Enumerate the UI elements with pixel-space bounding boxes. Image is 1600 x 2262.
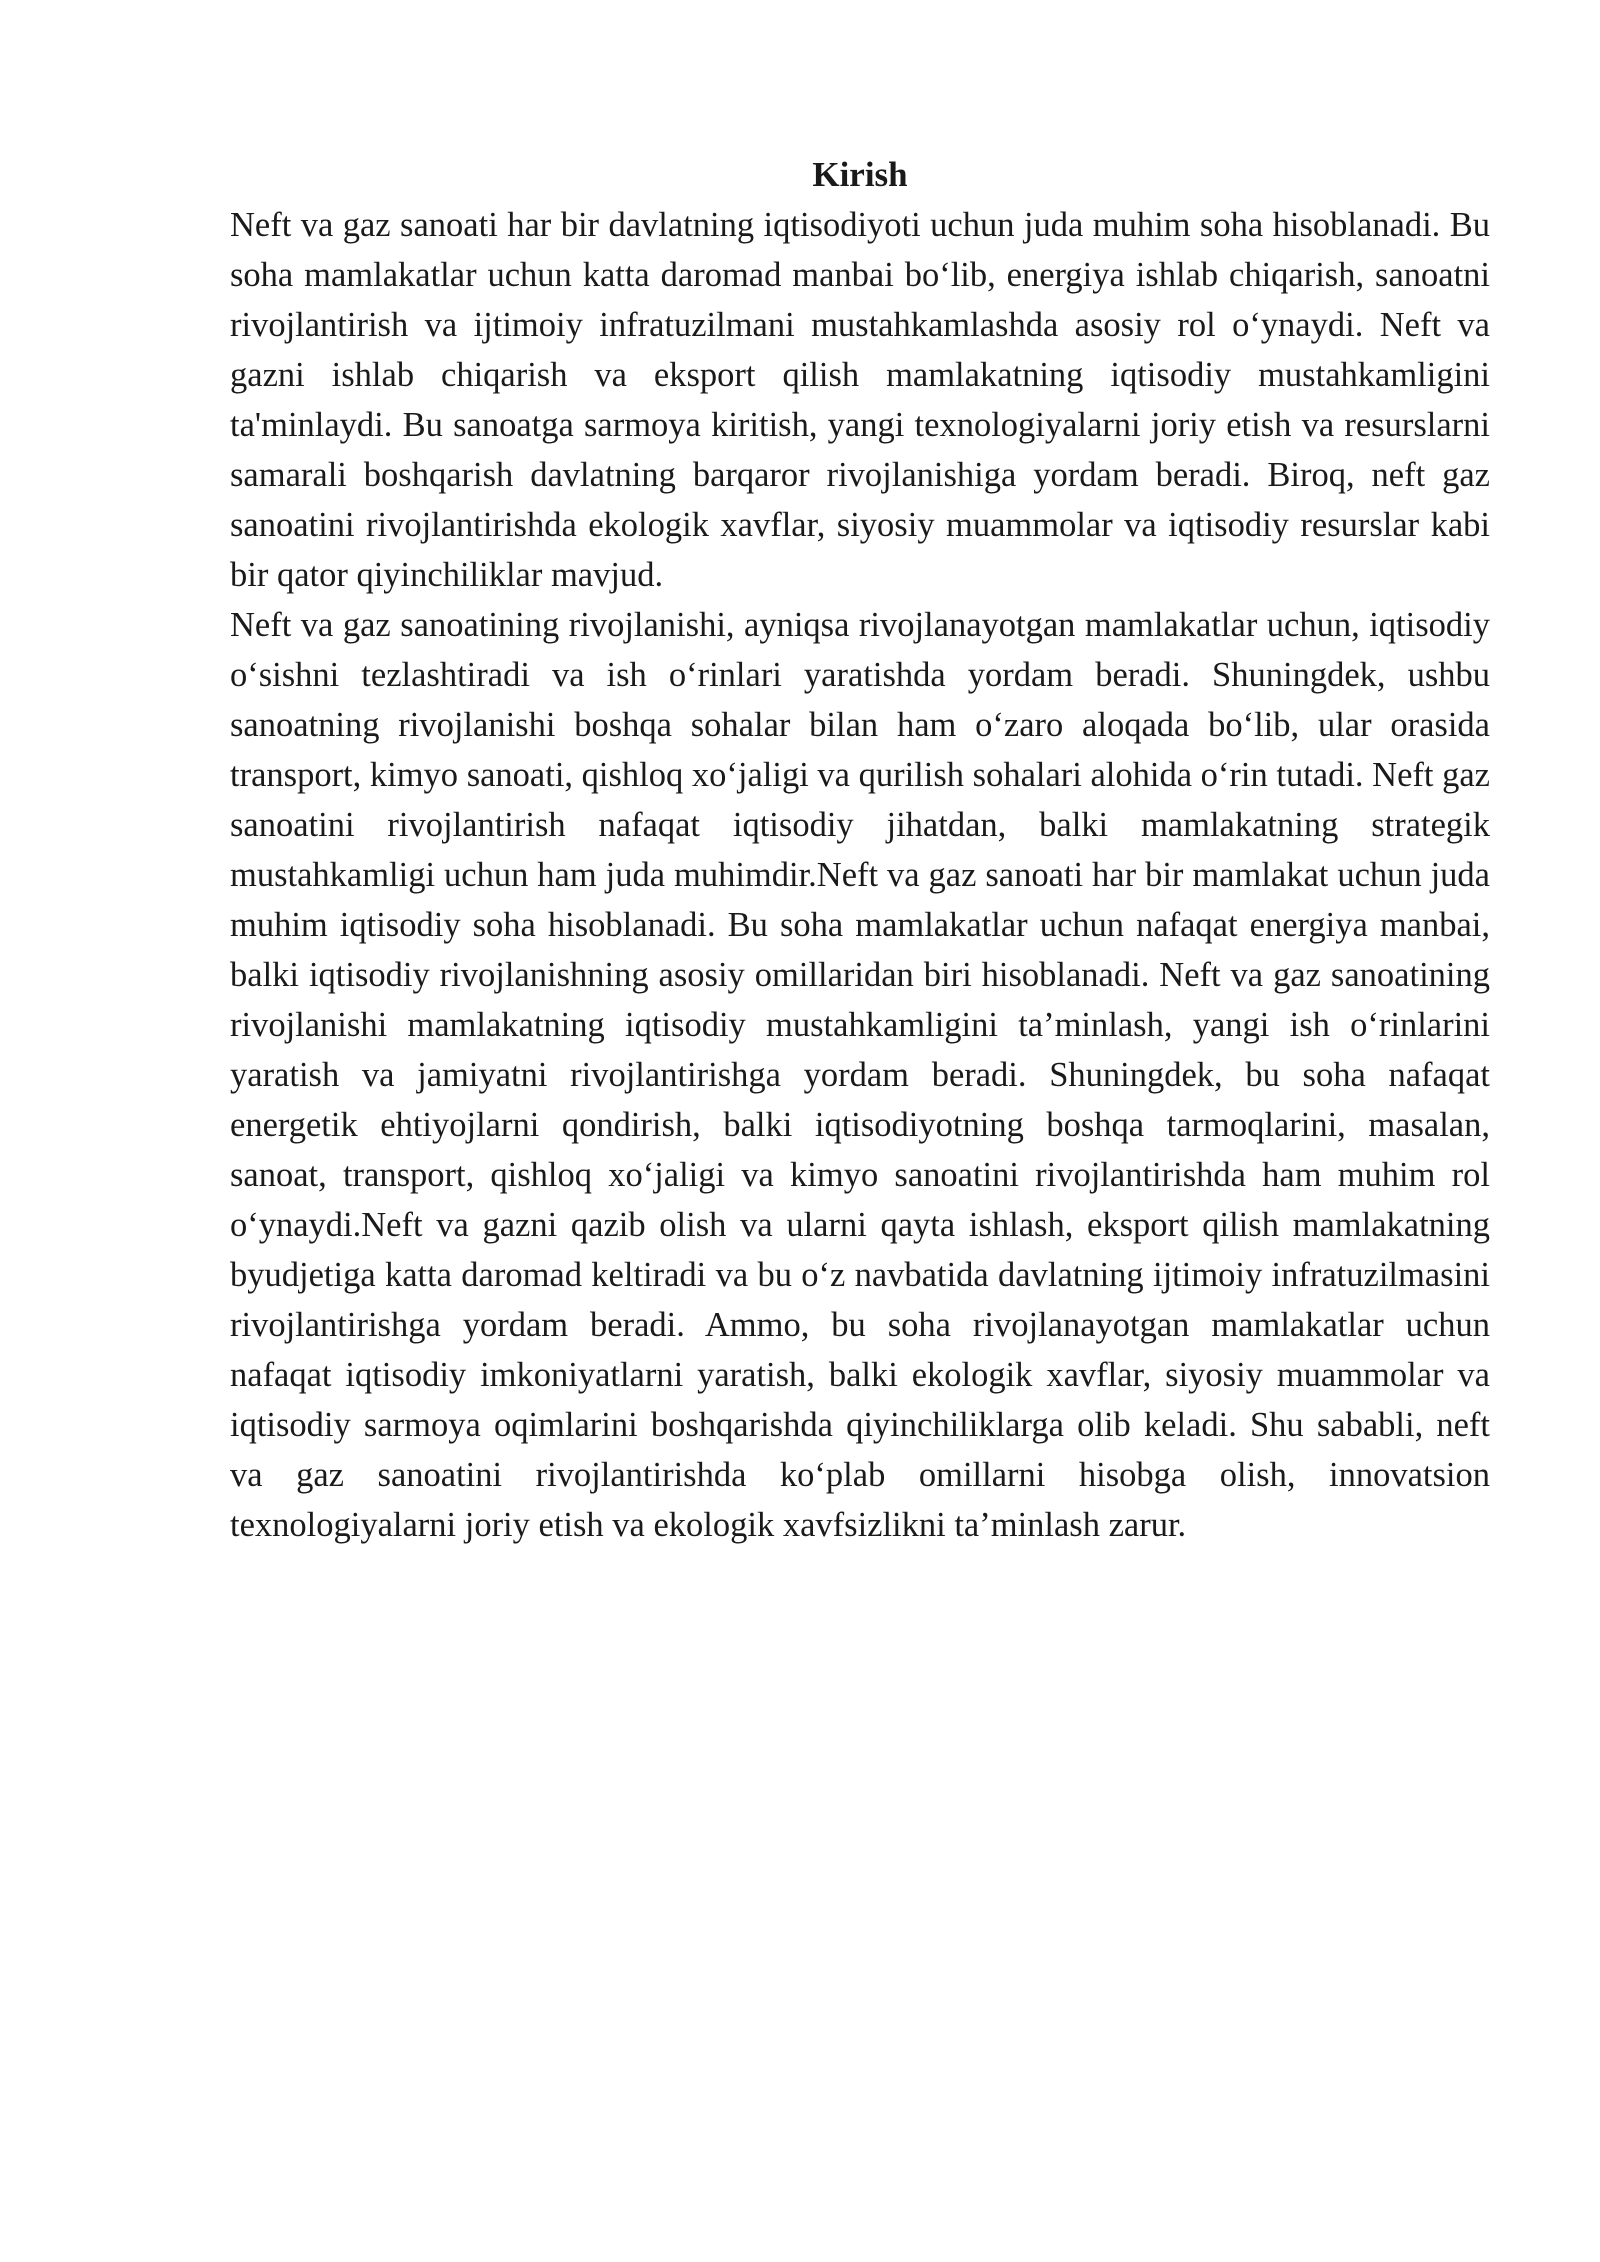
paragraph-development: Neft va gaz sanoatining rivojlanishi, ayniqsa rivojlanayotgan mamlakatlar uchun, iqtisodiy o‘sishni tezlashtiradi va ish o‘rinlari yaratishda yordam beradi. Shuningdek, ushbu sanoatning rivojlanishi boshqa sohalar bilan ham o‘zaro aloqada bo‘lib, ular orasida transport, kimyo sanoati, qishloq xo‘jaligi va qurilish sohalari alohida o‘rin tutadi. Neft gaz sanoatini rivojlantirish nafaqat iqtisodiy jihatdan, balki mamlakatning strategik mustahkamligi uchun ham juda muhimdir.Neft va gaz sanoati har bir mamlakat uchun juda muhim iqtisodiy soha hisoblanadi. Bu soha mamlakatlar uchun nafaqat energiya manbai, balki iqtisodiy rivojlanishning asosiy omillaridan biri hisoblanadi. Neft va gaz sanoatining rivojlanishi mamlakatning iqtisodiy mustahkamligini ta’minlash, yangi ish o‘rinlarini yaratish va jamiyatni rivojlantirishga yordam beradi. Shuningdek, bu soha nafaqat energetik ehtiyojlarni qondirish, balki iqtisodiyotning boshqa tarmoqlarini, masalan, sanoat, transport, qishloq xo‘jaligi va kimyo sanoatini rivojlantirishda ham muhim rol o‘ynaydi.Neft va gazni qazib olish va ularni qayta ishlash, eksport qilish mamlakatning byudjetiga katta daromad keltiradi va bu o‘z navbatida davlatning ijtimoiy infratuzilmasini rivojlantirishga yordam beradi. Ammo, bu soha rivojlanayotgan mamlakatlar uchun nafaqat iqtisodiy imkoniyatlarni yaratish, balki ekologik xavflar, siyosiy muammolar va iqtisodiy sarmoya oqimlarini boshqarishda qiyinchiliklarga olib keladi. Shu sababli, neft va gaz sanoatini rivojlantirishda ko‘plab omillarni hisobga olish, innovatsion texnologiyalarni joriy etish va ekologik xavfsizlikni ta’minlash zarur.: [230, 606, 1490, 1544]
document-title: Kirish: [812, 155, 908, 194]
paragraph-intro: Neft va gaz sanoati har bir davlatning iqtisodiyoti uchun juda muhim soha hisoblanadi. Bu soha mamlakatlar uchun katta daromad manbai bo‘lib, energiya ishlab chiqarish, sanoatni rivojlantirish va ijtimoiy infratuzilmani mustahkamlashda asosiy rol o‘ynaydi. Neft va gazni ishlab chiqarish va eksport qilish mamlakatning iqtisodiy mustahkamligini ta'minlaydi. Bu sanoatga sarmoya kiritish, yangi texnologiyalarni joriy etish va resurslarni samarali boshqarish davlatning barqaror rivojlanishiga yordam beradi. Biroq, neft gaz sanoatini rivojlantirishda ekologik xavflar, siyosiy muammolar va iqtisodiy resurslar kabi bir qator qiyinchiliklar mavjud.: [230, 206, 1490, 594]
document-body: [230, 150, 1490, 1550]
